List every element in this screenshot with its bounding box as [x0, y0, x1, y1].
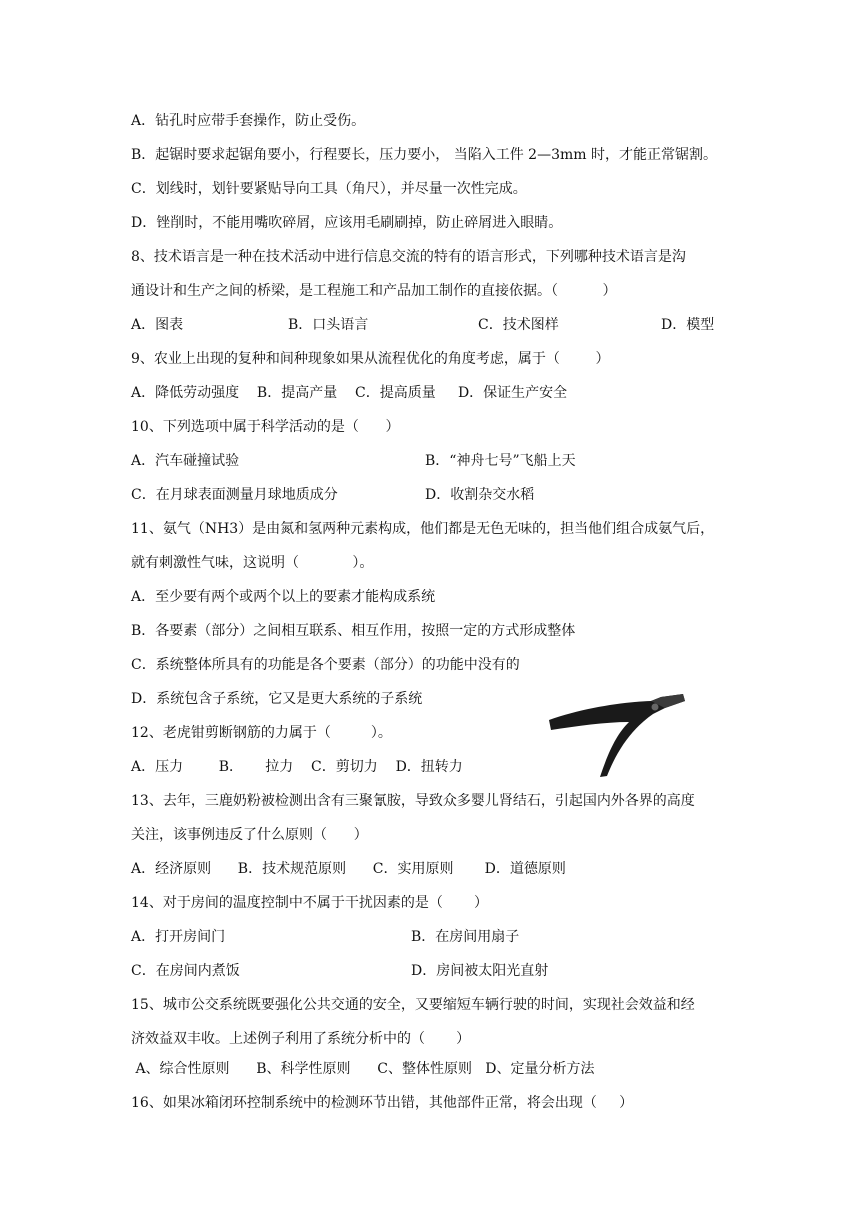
q15-stem-line2: 济效益双丰收。上述例子利用了系统分析中的（ ） — [131, 1031, 471, 1047]
q8-stem-line2: 通设计和生产之间的桥梁，是工程施工和产品加工制作的直接依据。（ ） — [131, 283, 617, 299]
q8-option-c: C．技术图样 — [478, 317, 559, 333]
q7-option-a: A．钻孔时应带手套操作，防止受伤。 — [131, 113, 366, 129]
q8-stem-line1: 8、技术语言是一种在技术活动中进行信息交流的特有的语言形式，下列哪种技术语言是沟 — [131, 249, 686, 265]
q11-option-c: C．系统整体所具有的功能是各个要素（部分）的功能中没有的 — [131, 657, 520, 673]
q8-option-d: D．模型 — [661, 317, 715, 333]
q13-stem-line2: 关注，该事例违反了什么原则（ ） — [131, 827, 368, 843]
q11-option-b: B．各要素（部分）之间相互联系、相互作用，按照一定的方式形成整体 — [131, 623, 576, 639]
q10-option-c: C．在月球表面测量月球地质成分 — [131, 487, 338, 503]
q7-option-c: C．划线时，划针要紧贴导向工具（角尺），并尽量一次性完成。 — [131, 181, 527, 197]
q14-option-a: A．打开房间门 — [131, 929, 226, 945]
q10-option-a: A．汽车碰撞试验 — [131, 453, 240, 469]
q11-option-a: A．至少要有两个或两个以上的要素才能构成系统 — [131, 589, 436, 605]
q8-option-a: A．图表 — [131, 317, 184, 333]
q16-stem: 16、如果冰箱闭环控制系统中的检测环节出错，其他部件正常，将会出现（ ） — [131, 1095, 634, 1111]
q10-option-b: B．“神舟七号”飞船上天 — [425, 453, 576, 469]
q13-stem-line1: 13、去年，三鹿奶粉被检测出含有三聚氰胺，导致众多婴儿肾结石，引起国内外各界的高度 — [131, 793, 695, 809]
q12-stem: 12、老虎钳剪断钢筋的力属于（ ）。 — [131, 725, 392, 741]
q11-option-d: D．系统包含子系统，它又是更大系统的子系统 — [131, 691, 423, 707]
q14-option-c: C．在房间内煮饭 — [131, 963, 240, 979]
q11-stem-line2: 就有刺激性气味，这说明（ ）。 — [131, 555, 374, 571]
q9-options: A．降低劳动强度 B．提高产量 C．提高质量 D．保证生产安全 — [131, 385, 568, 401]
q15-stem-line1: 15、城市公交系统既要强化公共交通的安全，又要缩短车辆行驶的时间，实现社会效益和经 — [131, 997, 695, 1013]
q10-option-d: D．收割杂交水稻 — [425, 487, 535, 503]
q7-option-d: D．锉削时，不能用嘴吹碎屑，应该用毛刷刷掉，防止碎屑进入眼睛。 — [131, 215, 563, 231]
q7-option-b: B．起锯时要求起锯角要小，行程要长，压力要小， 当陷入工件 2—3mm 时，才能正常锯割。 — [131, 147, 718, 163]
q14-option-b: B．在房间用扇子 — [411, 929, 520, 945]
q8-option-b: B．口头语言 — [288, 317, 369, 333]
q14-option-d: D．房间被太阳光直射 — [411, 963, 549, 979]
q13-options: A．经济原则 B．技术规范原则 C．实用原则 D．道德原则 — [131, 861, 566, 877]
q11-stem-line1: 11、氨气（NH3）是由氮和氢两种元素构成，他们都是无色无味的，担当他们组合成氨气后， — [131, 521, 715, 537]
q9-stem: 9、农业上出现的复种和间种现象如果从流程优化的角度考虑，属于（ ） — [131, 351, 610, 367]
q10-stem: 10、下列选项中属于科学活动的是（ ） — [131, 419, 400, 435]
q12-options: A．压力 B． 拉力 C．剪切力 D．扭转力 — [131, 759, 463, 775]
q14-stem: 14、对于房间的温度控制中不属于干扰因素的是（ ） — [131, 895, 488, 911]
q15-options: A、综合性原则 B、科学性原则 C、整体性原则 D、定量分析方法 — [131, 1061, 595, 1077]
pliers-icon — [543, 688, 689, 782]
